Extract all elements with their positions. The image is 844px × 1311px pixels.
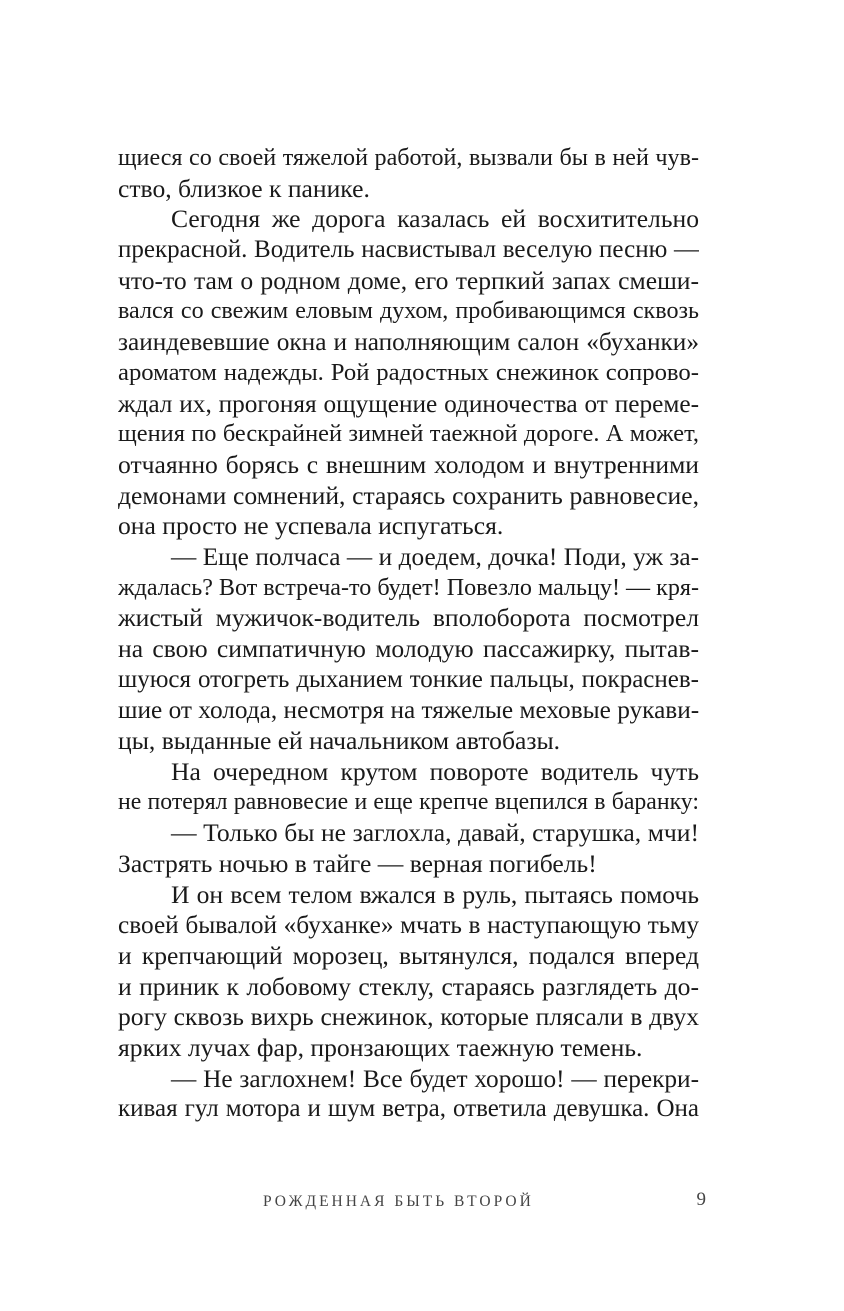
text-line: щения по бескрайней зимней таежной дороге. А может, [118,420,699,448]
text-line: шие от холода, несмотря на тяжелые меховые рукави- [118,696,699,725]
text-line: не потерял равновесие и еще крепче вцепился в баранку: [118,789,699,816]
text-line: заиндевевшие окна и наполняющим салон «буханки» [118,328,699,357]
body-text [118,143,699,1125]
text-line: рогу сквозь вихрь снежинок, которые плясали в двух [118,1002,699,1032]
text-line: И он всем телом вжался в руль, пытаясь помочь [171,879,699,909]
text-line: ярких лучах фар, пронзающих таежную темень. [118,1032,643,1062]
text-line: Застрять ночью в тайге — верная погибель! [118,848,597,878]
text-line: прекрасной. Водитель насвистывал веселую песню — [118,236,699,264]
text-line: цы, выданные ей начальником автобазы. [118,726,561,756]
text-line: ароматом надежды. Рой радостных снежинок сопрово- [118,358,699,386]
text-line: ждалась? Вот встреча-то будет! Повезло мальцу! — кря- [118,574,699,601]
text-line: жистый мужичок-водитель вполоборота посмотрел [118,603,699,633]
text-line: — Только бы не заглохла, давай, старушка, мчи! [171,818,699,848]
text-line: кивая гул мотора и шум ветра, ответила девушка. Она [118,1095,699,1123]
text-line: демонами сомнений, стараясь сохранить равновесие, [118,480,699,510]
text-line: на свою симпатичную молодую пассажирку, пытав- [118,634,699,663]
text-line: ство, близкое к панике. [118,173,370,203]
text-line: ждал их, прогоняя ощущение одиночества от переме- [118,389,699,418]
text-line: что-то там о родном доме, его терпкий запах смеши- [118,265,699,295]
text-line: своей бывалой «буханке» мчать в наступающую тьму [118,911,699,940]
text-line: и крепчающий морозец, вытянулся, подался вперед [118,940,699,970]
text-line: и приник к лобовому стеклу, стараясь разглядеть до- [118,971,699,1001]
text-line: шуюся отогреть дыханием тонкие пальцы, покраснев- [118,665,699,693]
text-line: щиеся со своей тяжелой работой, вызвали бы в ней чув- [118,145,699,171]
page-number: 9 [696,1189,706,1210]
text-line: — Не заглохнем! Все будет хорошо! — перекри- [171,1064,699,1093]
text-line: — Еще полчаса — и доедем, дочка! Поди, уж за- [171,542,699,571]
running-head: РОЖДЕННАЯ БЫТЬ ВТОРОЙ [263,1193,534,1210]
text-line: Сегодня же дорога казалась ей восхитительно [171,204,699,234]
text-line: она просто не успевала испугаться. [118,511,504,541]
text-line: вался со свежим еловым духом, пробивающимся сквозь [118,298,699,325]
text-line: отчаянно борясь с внешним холодом и внутренними [118,449,699,479]
text-line: На очередном крутом повороте водитель чуть [171,756,699,786]
